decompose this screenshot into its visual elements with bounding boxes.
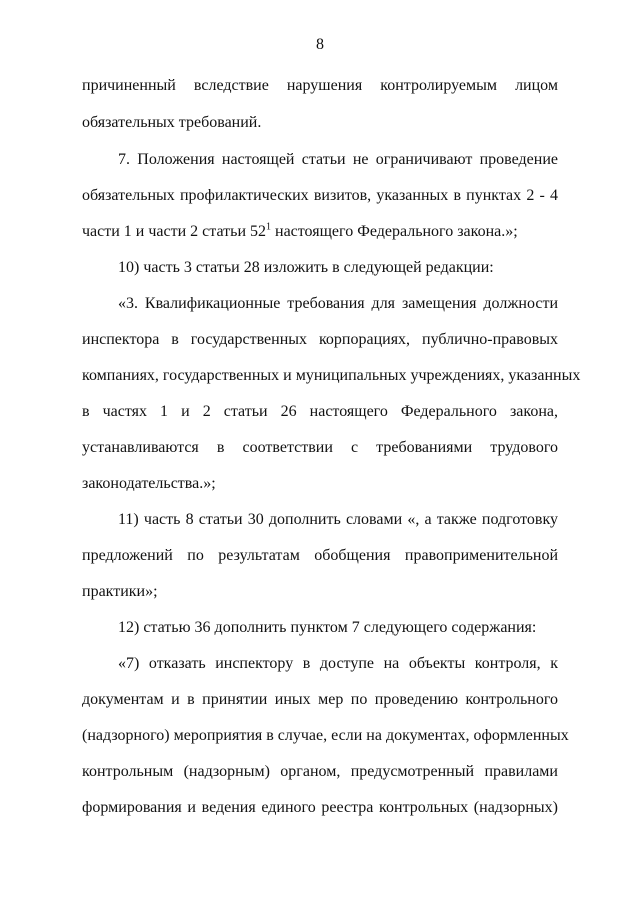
text-line: практики»; xyxy=(82,583,158,600)
text-line: предложений по результатам обобщения правоприменительной xyxy=(82,547,558,564)
text-line: (надзорного) мероприятия в случае, если на документах, оформленных xyxy=(82,727,569,744)
text-line: в частях 1 и 2 статьи 26 настоящего Федерального закона, xyxy=(82,403,558,420)
page-number: 8 xyxy=(316,36,324,53)
text-line: «7) отказать инспектору в доступе на объекты контроля, к xyxy=(118,655,558,672)
text-line: устанавливаются в соответствии с требованиями трудового xyxy=(82,439,558,456)
text-line: 10) часть 3 статьи 28 изложить в следующей редакции: xyxy=(118,259,494,276)
text-line: документам и в принятии иных мер по проведению контрольного xyxy=(82,691,558,708)
text-line: компаниях, государственных и муниципальных учреждениях, указанных xyxy=(82,367,581,384)
text-line: «3. Квалификационные требования для замещения должности xyxy=(118,295,558,312)
text-fragment: настоящего Федерального закона.»; xyxy=(271,223,518,240)
text-line: контрольным (надзорным) органом, предусмотренный правилами xyxy=(82,763,558,780)
text-line: 12) статью 36 дополнить пунктом 7 следующего содержания: xyxy=(118,619,537,636)
text-line: инспектора в государственных корпорациях, публично-правовых xyxy=(82,331,558,348)
text-line: 7. Положения настоящей статьи не ограничивают проведение xyxy=(118,151,558,168)
text-line: обязательных профилактических визитов, указанных в пунктах 2 - 4 xyxy=(82,187,558,204)
text-line: 11) часть 8 статьи 30 дополнить словами «, а также подготовку xyxy=(118,511,558,528)
text-line: причиненный вследствие нарушения контролируемым лицом xyxy=(82,77,558,94)
text-fragment: части 1 и части 2 статьи 52 xyxy=(82,223,266,240)
text-line: законодательства.»; xyxy=(82,475,216,492)
text-line: обязательных требований. xyxy=(82,114,262,131)
text-line: формирования и ведения единого реестра контрольных (надзорных) xyxy=(82,799,558,816)
text-line xyxy=(82,222,558,242)
superscript: 1 xyxy=(266,221,271,233)
